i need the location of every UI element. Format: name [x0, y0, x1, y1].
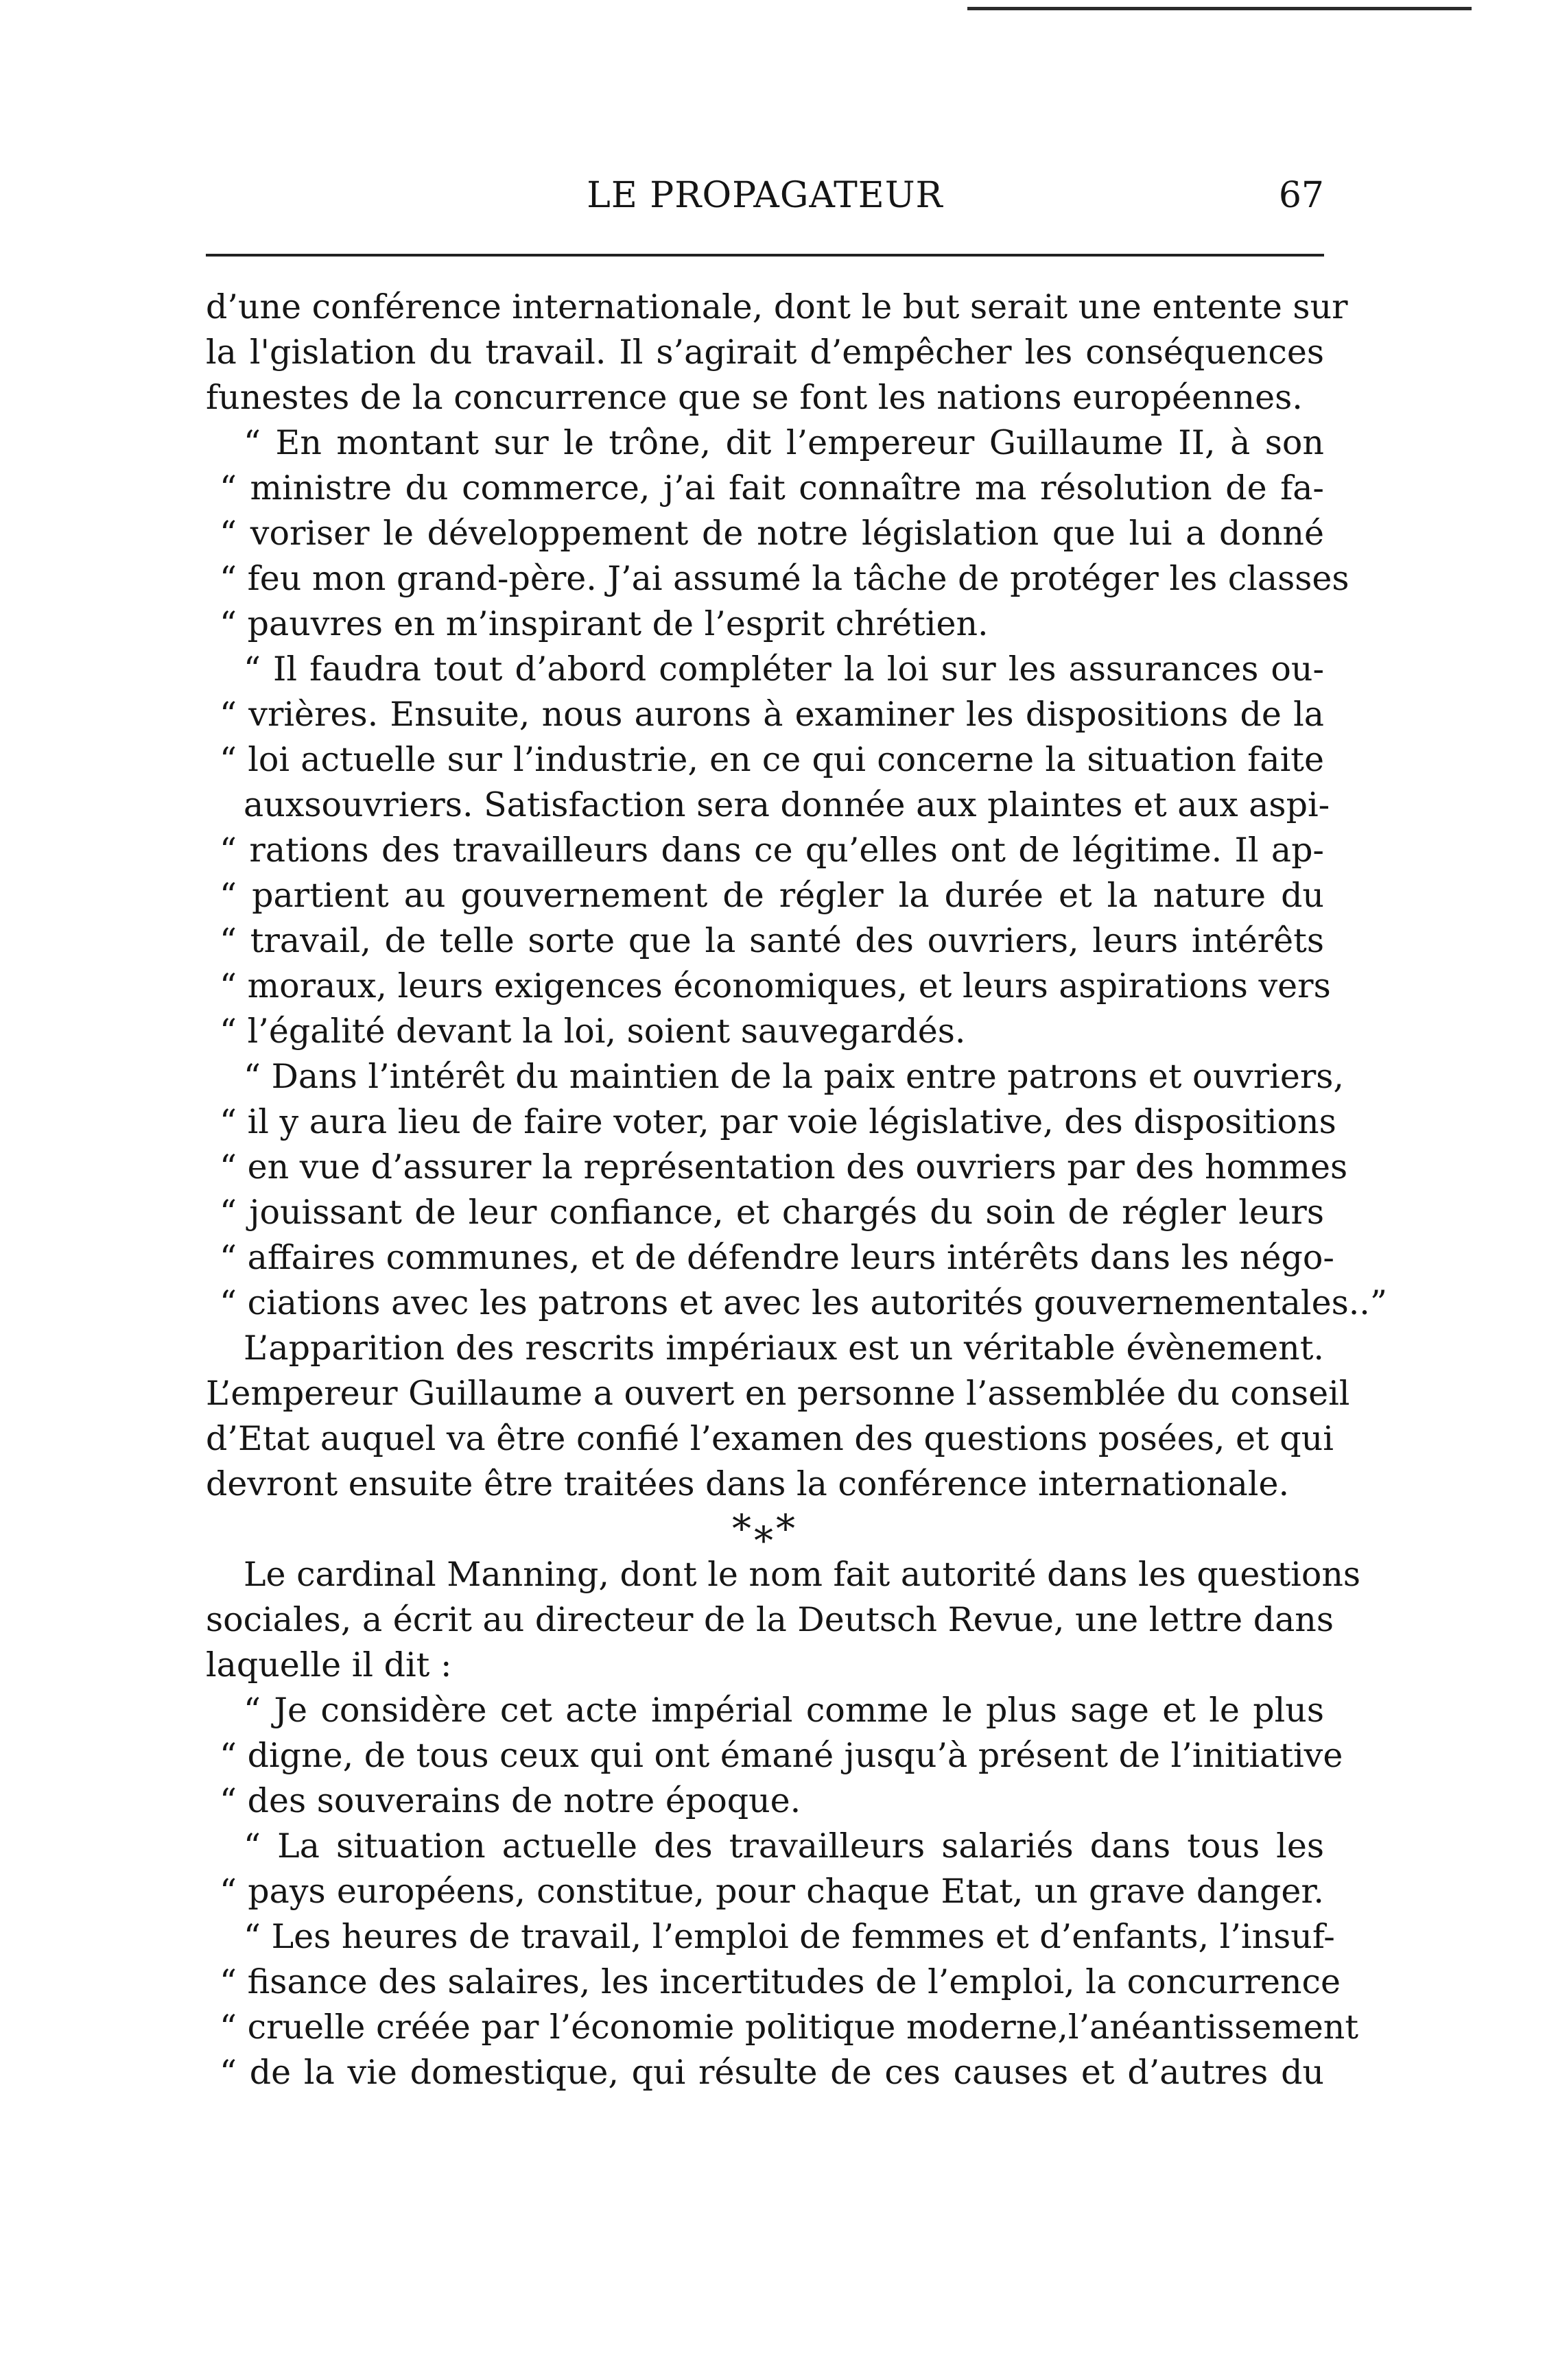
text-line: “ moraux, leurs exigences économiques, et leurs aspirations vers	[220, 966, 1331, 1005]
section-separator-asterism: *⁎*	[732, 1507, 798, 1551]
text-line: Le cardinal Manning, dont le nom fait autorité dans les questions	[244, 1555, 1361, 1594]
text-line: “ de la vie domestique, qui résulte de ces causes et d’autres du	[220, 2053, 1324, 2092]
text-line: “ En montant sur le trône, dit l’empereur Guillaume II, à son	[244, 423, 1324, 462]
text-line: “ l’égalité devant la loi, soient sauvegardés.	[220, 1012, 966, 1051]
text-line: “ pauvres en m’inspirant de l’esprit chrétien.	[220, 604, 989, 643]
text-line: “ rations des travailleurs dans ce qu’elles ont de légitime. Il ap-	[220, 831, 1324, 870]
text-line: “ des souverains de notre époque.	[220, 1781, 801, 1820]
page-number: 67	[1278, 175, 1324, 216]
text-line: “ il y aura lieu de faire voter, par voie législative, des dispositions	[220, 1102, 1336, 1141]
text-line: “ Dans l’intérêt du maintien de la paix entre patrons et ouvriers,	[244, 1057, 1344, 1096]
text-line: L’apparition des rescrits impériaux est un véritable évènement.	[244, 1329, 1324, 1368]
text-line: “ fisance des salaires, les incertitudes de l’emploi, la concurrence	[220, 1962, 1341, 2001]
top-edge-rule	[967, 7, 1472, 10]
text-line: d’une conférence internationale, dont le but serait une entente sur	[206, 287, 1348, 326]
text-line: “ en vue d’assurer la représentation des ouvriers par des hommes	[220, 1147, 1348, 1187]
text-line: “ vrières. Ensuite, nous aurons à examiner les dispositions de la	[220, 695, 1324, 734]
text-line: “ La situation actuelle des travailleurs salariés dans tous les	[244, 1826, 1324, 1866]
text-line: “ Je considère cet acte impérial comme le plus sage et le plus	[244, 1691, 1324, 1730]
text-line: “ ministre du commerce, j’ai fait connaître ma résolution de fa-	[220, 468, 1324, 508]
text-line: “ loi actuelle sur l’industrie, en ce qui concerne la situation faite	[220, 740, 1324, 779]
text-line: “ travail, de telle sorte que la santé des ouvriers, leurs intérêts	[220, 921, 1324, 960]
text-line: “ voriser le développement de notre législation que lui a donné	[220, 514, 1324, 553]
text-line: “ affaires communes, et de défendre leurs intérêts dans les négo-	[220, 1238, 1334, 1277]
text-line: “ jouissant de leur confiance, et chargés du soin de régler leurs	[220, 1193, 1324, 1232]
text-line: d’Etat auquel va être confié l’examen des questions posées, et qui	[206, 1419, 1334, 1458]
body-text	[206, 285, 1387, 2095]
text-line: “ Il faudra tout d’abord compléter la loi sur les assurances ou-	[244, 650, 1324, 689]
header-rule	[206, 254, 1324, 257]
text-line: “ ciations avec les patrons et avec les autorités gouvernementales..”	[220, 1283, 1387, 1322]
text-line: “ pays européens, constitue, pour chaque Etat, un grave danger.	[220, 1872, 1324, 1911]
text-line: “ feu mon grand-père. J’ai assumé la tâche de protéger les classes	[220, 559, 1349, 598]
text-line: “ Les heures de travail, l’emploi de femmes et d’enfants, l’insuf-	[244, 1917, 1335, 1956]
text-line: sociales, a écrit au directeur de la Deutsch Revue, une lettre dans	[206, 1600, 1334, 1639]
text-line: L’empereur Guillaume a ouvert en personne l’assemblée du conseil	[206, 1374, 1350, 1413]
text-line: “ partient au gouvernement de régler la durée et la nature du	[220, 876, 1324, 915]
text-line: “ digne, de tous ceux qui ont émané jusqu’à présent de l’initiative	[220, 1736, 1343, 1775]
text-line: auxsouvriers. Satisfaction sera donnée aux plaintes et aux aspi-	[244, 785, 1330, 824]
text-line: “ cruelle créée par l’économie politique moderne,l’anéantissement	[220, 2008, 1359, 2047]
text-line: la l'gislation du travail. Il s’agirait d’empêcher les conséquences	[206, 333, 1324, 372]
text-line: laquelle il dit :	[206, 1645, 452, 1685]
text-line: funestes de la concurrence que se font les nations européennes.	[206, 378, 1303, 417]
text-line: devront ensuite être traitées dans la conférence internationale.	[206, 1464, 1290, 1503]
page-header	[206, 175, 1324, 230]
running-title: LE PROPAGATEUR	[587, 175, 943, 216]
